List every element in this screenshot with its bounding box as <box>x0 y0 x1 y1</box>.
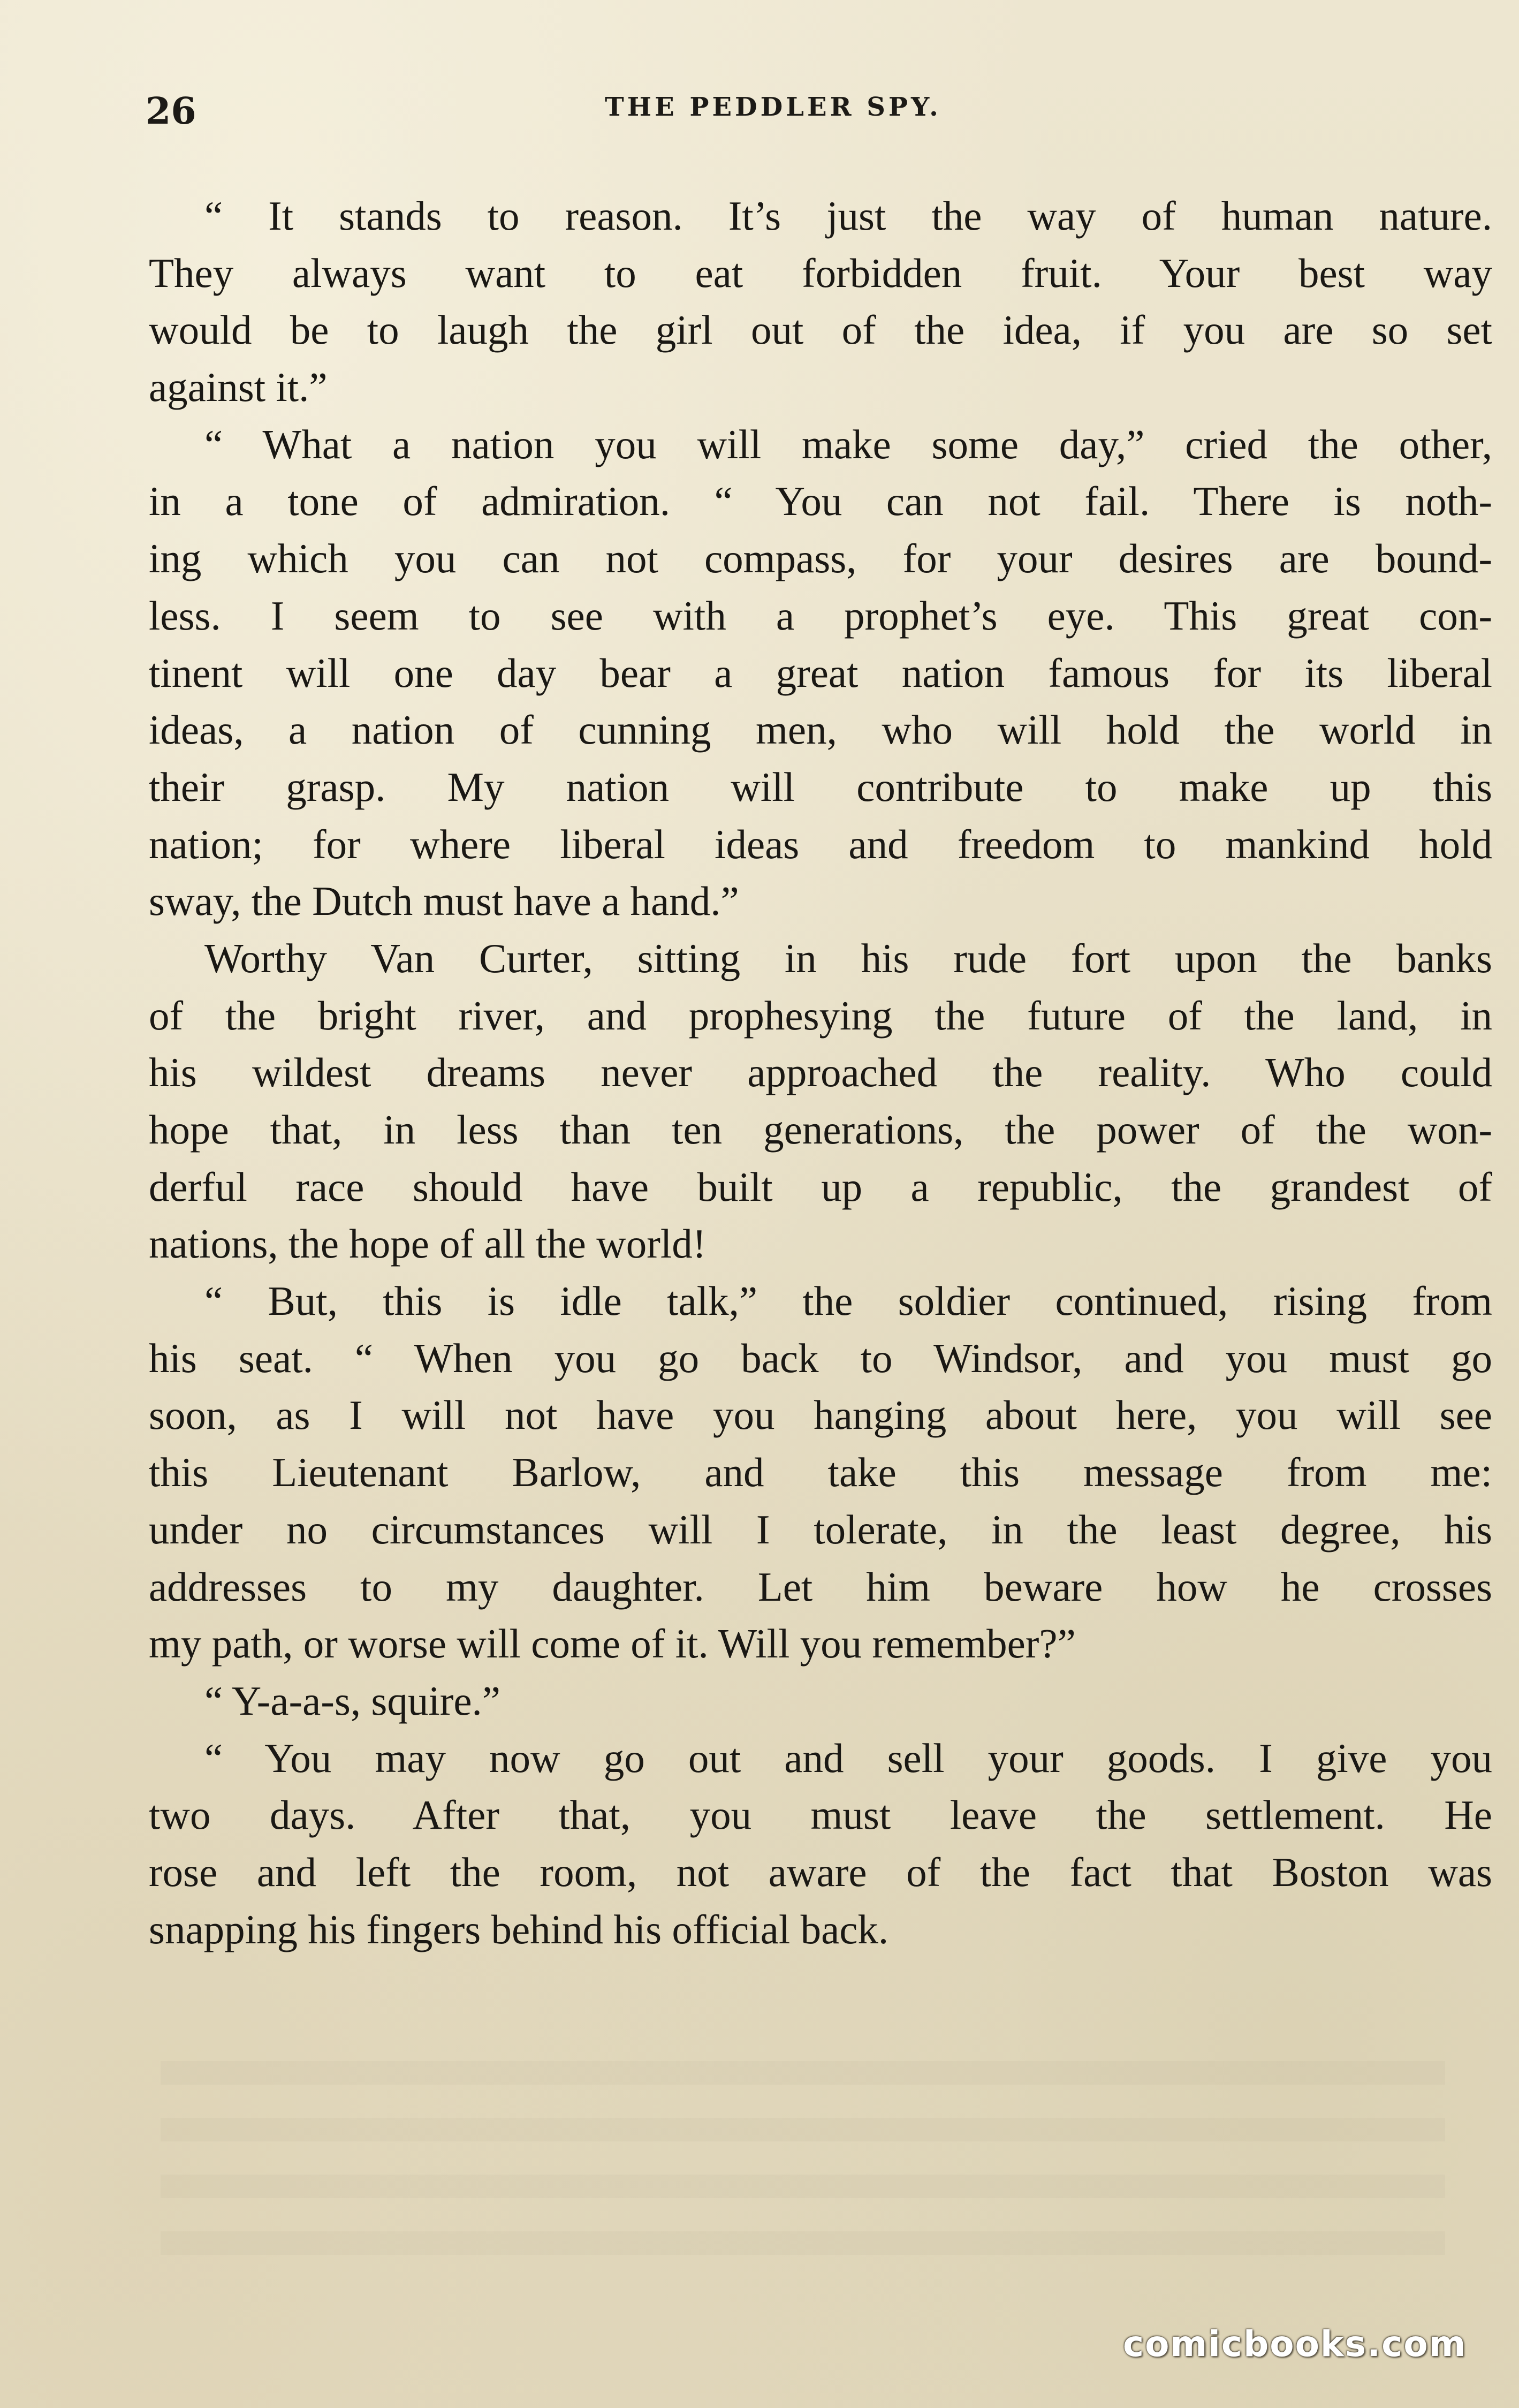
text-line: nation; for where liberal ideas and freedom to mankind hold <box>149 821 1492 867</box>
text-line: his wildest dreams never approached the reality. Who could <box>149 1049 1492 1096</box>
text-line: They always want to eat forbidden fruit. Your best way <box>149 249 1492 296</box>
text-line: ideas, a nation of cunning men, who will hold the world in <box>149 707 1492 753</box>
show-through-text <box>161 2061 1445 2286</box>
body-text <box>149 187 1492 1958</box>
text-line: their grasp. My nation will contribute to make up this <box>149 763 1492 810</box>
text-line: soon, as I will not have you hanging about here, you will see <box>149 1392 1492 1438</box>
text-line: “ But, this is idle talk,” the soldier continued, rising from <box>204 1278 1492 1324</box>
text-line: Worthy Van Curter, sitting in his rude fort upon the banks <box>204 935 1492 981</box>
text-line: derful race should have built up a republic, the grandest of <box>149 1163 1492 1210</box>
text-line: sway, the Dutch must have a hand.” <box>149 878 739 925</box>
text-line: less. I seem to see with a prophet’s eye. This great con- <box>149 592 1492 639</box>
text-line: hope that, in less than ten generations, the power of the won- <box>149 1107 1492 1153</box>
text-line: two days. After that, you must leave the settlement. He <box>149 1792 1492 1838</box>
text-line: this Lieutenant Barlow, and take this message from me: <box>149 1449 1492 1496</box>
text-line: tinent will one day bear a great nation famous for its liberal <box>149 649 1492 696</box>
running-title: THE PEDDLER SPY. <box>605 92 941 122</box>
text-line: nations, the hope of all the world! <box>149 1221 707 1267</box>
text-line: “ Y-a-a-s, squire.” <box>204 1677 500 1724</box>
text-line: his seat. “ When you go back to Windsor, and you must go <box>149 1335 1492 1381</box>
text-line: in a tone of admiration. “ You can not fail. There is noth- <box>149 478 1492 525</box>
watermark-logo: comicbooks.com <box>1123 2323 1467 2365</box>
text-line: “ What a nation you will make some day,” cried the other, <box>204 421 1492 467</box>
text-line: ing which you can not compass, for your desires are bound- <box>149 535 1492 582</box>
text-line: of the bright river, and prophesying the future of the land, in <box>149 992 1492 1039</box>
text-line: “ It stands to reason. It’s just the way of human nature. <box>204 193 1492 239</box>
text-line: rose and left the room, not aware of the fact that Boston was <box>149 1849 1492 1895</box>
text-line: under no circumstances will I tolerate, in the least degree, his <box>149 1506 1492 1553</box>
text-line: “ You may now go out and sell your goods. I give you <box>204 1735 1492 1781</box>
text-line: snapping his fingers behind his official back. <box>149 1906 889 1952</box>
text-line: my path, or worse will come of it. Will you remember?” <box>149 1621 1076 1667</box>
text-line: addresses to my daughter. Let him beware how he crosses <box>149 1563 1492 1610</box>
page-number: 26 <box>146 90 196 133</box>
text-line: against it.” <box>149 364 328 411</box>
text-line: would be to laugh the girl out of the idea, if you are so set <box>149 307 1492 353</box>
